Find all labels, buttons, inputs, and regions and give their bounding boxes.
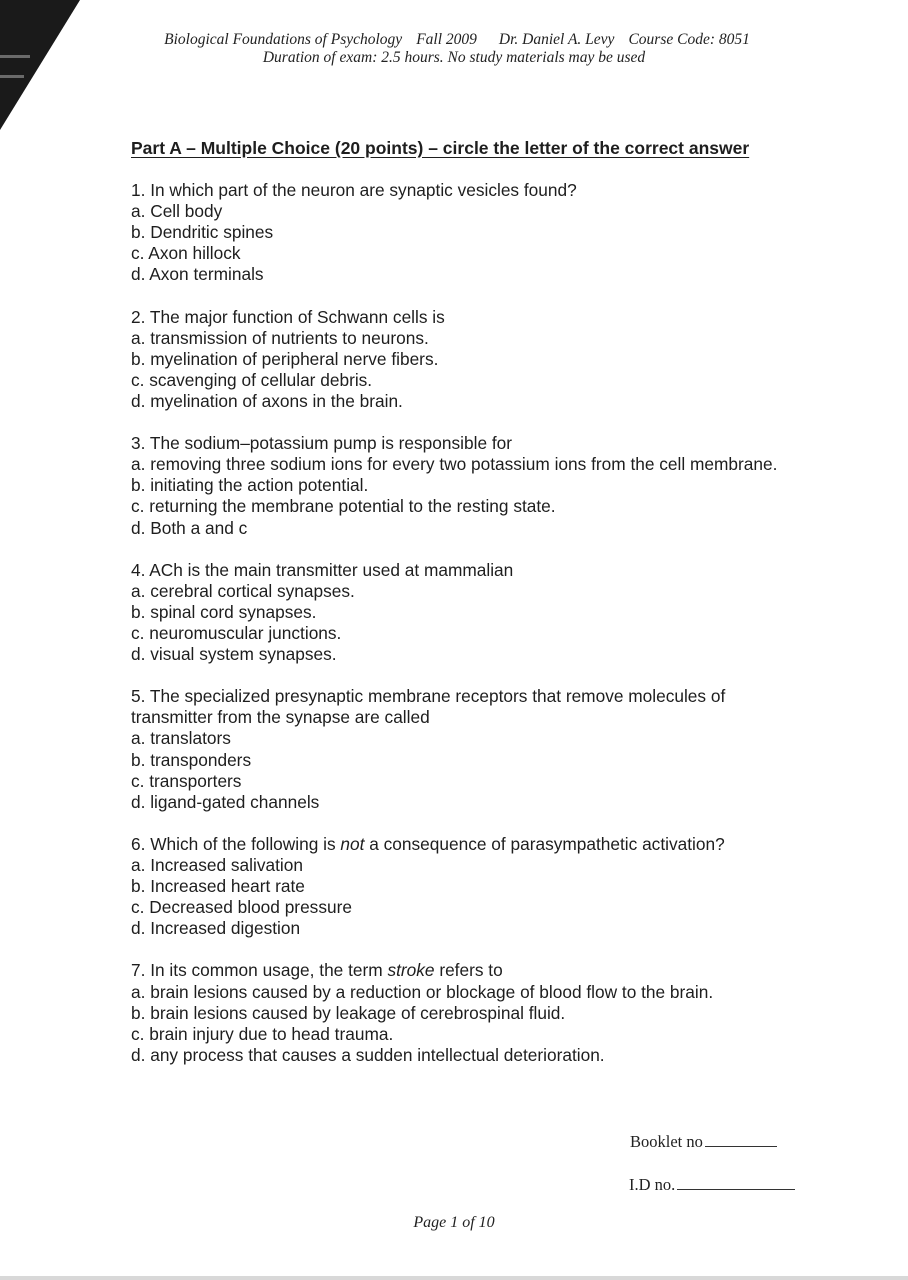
- id-number-field: [629, 1175, 795, 1195]
- answer-option[interactable]: d. Both a and c: [131, 517, 248, 538]
- stem-text: a consequence of parasympathetic activation?: [364, 833, 725, 854]
- answer-option[interactable]: c. transporters: [131, 770, 242, 791]
- answer-option[interactable]: d. any process that causes a sudden intellectual deterioration.: [131, 1044, 605, 1065]
- answer-option[interactable]: a. translators: [131, 728, 231, 749]
- exam-instructions: Duration of exam: 2.5 hours. No study materials may be used: [262, 49, 646, 66]
- answer-option[interactable]: a. Increased salivation: [131, 855, 303, 875]
- booklet-number-blank[interactable]: [705, 1132, 777, 1147]
- stem-text: 6. Which of the following is: [131, 833, 341, 854]
- answer-option[interactable]: b. initiating the action potential.: [131, 475, 369, 496]
- course-name: Biological Foundations of Psychology: [164, 31, 403, 48]
- question-stem: 2. The major function of Schwann cells is: [131, 306, 445, 327]
- answer-option[interactable]: a. transmission of nutrients to neurons.: [131, 327, 429, 348]
- question-stem: [131, 960, 781, 981]
- question-stem: 5. The specialized presynaptic membrane receptors that remove molecules of transmitter from the synapse are called: [131, 686, 726, 728]
- stem-text: 7. In its common usage, the term: [131, 960, 388, 981]
- answer-option[interactable]: a. removing three sodium ions for every two potassium ions from the cell membrane.: [131, 454, 778, 475]
- question-stem: 3. The sodium–potassium pump is responsible for: [131, 433, 513, 454]
- question-7: [131, 960, 781, 1065]
- page-number: Page 1 of 10: [413, 1214, 495, 1231]
- scan-edge-shadow: [0, 0, 80, 140]
- answer-option[interactable]: a. cerebral cortical synapses.: [131, 580, 355, 601]
- booklet-number-label: Booklet no: [630, 1132, 703, 1151]
- question-4: [131, 560, 781, 665]
- answer-option[interactable]: d. Increased digestion: [131, 918, 301, 939]
- answer-option[interactable]: c. Decreased blood pressure: [131, 897, 352, 918]
- stem-emphasis: stroke: [387, 960, 435, 981]
- question-stem: [131, 834, 781, 855]
- part-title: Part A – Multiple Choice (20 points) – circle the letter of the correct answer: [131, 138, 750, 158]
- answer-option[interactable]: c. Axon hillock: [131, 243, 241, 264]
- answer-option[interactable]: d. Axon terminals: [131, 264, 264, 285]
- question-6: [131, 834, 781, 939]
- instructor-name: Dr. Daniel A. Levy: [498, 31, 615, 48]
- answer-option[interactable]: b. Dendritic spines: [131, 222, 274, 243]
- answer-option[interactable]: d. ligand-gated channels: [131, 791, 320, 812]
- id-number-label: I.D no.: [629, 1175, 676, 1194]
- stem-emphasis: not: [340, 833, 365, 854]
- answer-option[interactable]: c. scavenging of cellular debris.: [131, 369, 373, 390]
- course-code: Course Code: 8051: [628, 31, 750, 48]
- scan-bottom-edge: [0, 1276, 908, 1280]
- answer-option[interactable]: d. visual system synapses.: [131, 644, 337, 665]
- answer-option[interactable]: a. brain lesions caused by a reduction or blockage of blood flow to the brain.: [131, 981, 714, 1002]
- answer-option[interactable]: b. myelination of peripheral nerve fibers.: [131, 348, 439, 369]
- answer-option[interactable]: c. brain injury due to head trauma.: [131, 1023, 394, 1044]
- answer-option[interactable]: b. spinal cord synapses.: [131, 601, 317, 622]
- question-stem: 1. In which part of the neuron are synaptic vesicles found?: [131, 180, 577, 200]
- answer-option[interactable]: c. neuromuscular junctions.: [131, 622, 342, 643]
- answer-option[interactable]: b. Increased heart rate: [131, 876, 305, 897]
- stem-text: refers to: [434, 960, 503, 981]
- question-list: [131, 180, 781, 1087]
- answer-option[interactable]: d. myelination of axons in the brain.: [131, 390, 403, 411]
- id-number-blank[interactable]: [677, 1175, 795, 1190]
- answer-option[interactable]: b. transponders: [131, 749, 252, 770]
- question-stem: 4. ACh is the main transmitter used at mammalian: [131, 559, 514, 580]
- answer-option[interactable]: b. brain lesions caused by leakage of cerebrospinal fluid.: [131, 1002, 566, 1023]
- exam-header: [0, 31, 908, 67]
- answer-option[interactable]: a. Cell body: [131, 201, 223, 222]
- question-1: [131, 180, 781, 285]
- question-5: [131, 686, 781, 813]
- answer-option[interactable]: c. returning the membrane potential to the resting state.: [131, 496, 556, 517]
- booklet-number-field: [630, 1132, 777, 1152]
- question-2: [131, 307, 781, 412]
- exam-term: Fall 2009: [416, 31, 477, 48]
- question-3: [131, 433, 781, 538]
